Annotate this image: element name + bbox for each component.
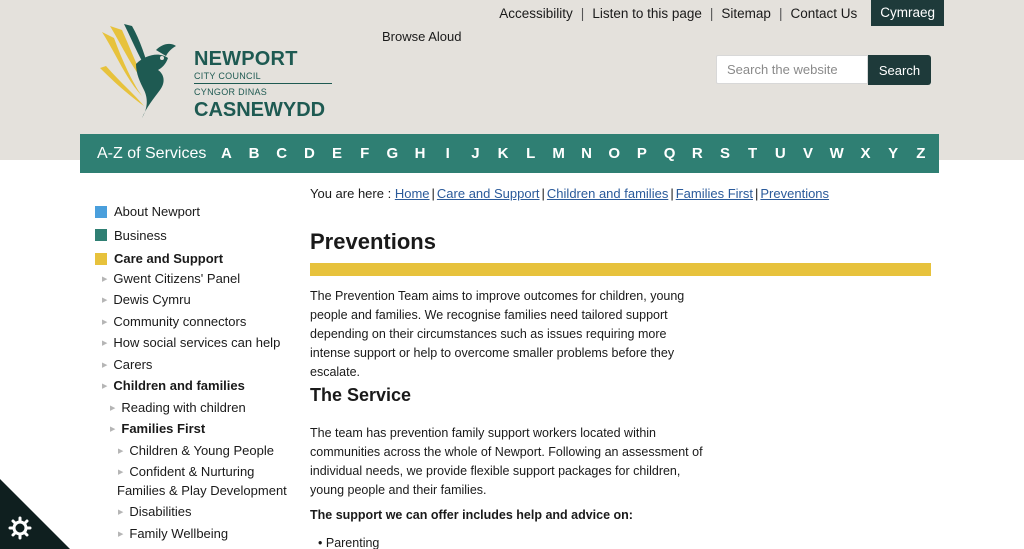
sidebar-item-label: Confident & Nurturing: [129, 464, 255, 479]
triangle-right-icon: ▶: [102, 276, 108, 283]
az-letter-d[interactable]: D: [303, 145, 315, 162]
dragon-logo-icon: [96, 24, 192, 124]
breadcrumb-separator: |: [541, 186, 545, 201]
az-letter-v[interactable]: V: [802, 145, 813, 162]
az-letter-z[interactable]: Z: [916, 145, 926, 162]
separator: |: [709, 5, 714, 21]
az-letter-u[interactable]: U: [774, 145, 786, 162]
triangle-right-icon: ▶: [110, 405, 116, 412]
utility-links: [491, 0, 944, 26]
az-letter-o[interactable]: O: [608, 145, 621, 162]
az-letter-e[interactable]: E: [332, 145, 343, 162]
triangle-right-icon: ▶: [102, 297, 108, 304]
sidebar-item-label: Community connectors: [113, 314, 247, 329]
az-letter-m[interactable]: M: [552, 145, 565, 162]
sidebar-item-families-first[interactable]: [110, 421, 205, 436]
intro-paragraph: The Prevention Team aims to improve outcomes for children, young people and families. We recognise families need tailored support depending on their circumstances such as issues requiring more intense support or help to overcome smaller problems before they escalate.: [310, 289, 685, 379]
az-letter-i[interactable]: I: [445, 145, 450, 162]
square-icon: [95, 253, 107, 265]
sidebar-item-label: About Newport: [114, 204, 200, 220]
list-item-label: Parenting: [325, 536, 380, 549]
sidebar-item-label: Families & Play Development: [117, 483, 287, 498]
az-letter-w[interactable]: W: [829, 145, 844, 162]
breadcrumb-home-link[interactable]: Home: [394, 186, 430, 201]
title-accent-bar: [310, 263, 931, 276]
breadcrumb-separator: |: [670, 186, 674, 201]
sidebar-item-social-services[interactable]: [102, 335, 280, 350]
triangle-right-icon: ▶: [102, 319, 108, 326]
sidebar-item-disabilities[interactable]: [118, 504, 192, 519]
az-letter-l[interactable]: L: [526, 145, 536, 162]
az-letter-t[interactable]: T: [748, 145, 758, 162]
az-letter-b[interactable]: B: [248, 145, 260, 162]
sidebar-item-label: Dewis Cymru: [113, 292, 191, 307]
triangle-right-icon: ▶: [118, 469, 124, 476]
cookie-settings-button[interactable]: [0, 479, 70, 549]
sidebar-nav: [95, 200, 295, 541]
logo-line-city-council: CITY COUNCIL: [194, 71, 261, 81]
sidebar-item-care-and-support[interactable]: [95, 247, 295, 271]
az-letter-r[interactable]: R: [691, 145, 703, 162]
sidebar-item-community-connectors[interactable]: [102, 314, 246, 329]
service-paragraph: The team has prevention family support workers located within communities across the whole of Newport. Following an assessment of individual needs, we provide flexible support packages for children, young people and their families.: [310, 426, 703, 497]
sidebar-item-children-families[interactable]: [102, 378, 245, 393]
breadcrumb-separator: |: [755, 186, 759, 201]
az-letter-k[interactable]: K: [497, 145, 509, 162]
council-logo[interactable]: [96, 24, 341, 124]
sidebar-item-reading[interactable]: [110, 400, 246, 415]
breadcrumb-families-first-link[interactable]: Families First: [675, 186, 753, 201]
language-toggle-button[interactable]: Cymraeg: [871, 0, 944, 26]
service-heading: The Service: [310, 385, 412, 405]
breadcrumb-care-link[interactable]: Care and Support: [436, 186, 540, 201]
triangle-right-icon: ▶: [102, 340, 108, 347]
breadcrumb-preventions-link[interactable]: Preventions: [760, 186, 830, 201]
accessibility-link[interactable]: Accessibility: [499, 5, 573, 21]
az-letter-p[interactable]: P: [636, 145, 647, 162]
az-letter-s[interactable]: S: [719, 145, 730, 162]
sidebar-item-label: Family Wellbeing: [129, 526, 229, 541]
az-letter-c[interactable]: C: [276, 145, 288, 162]
triangle-right-icon: ▶: [118, 531, 124, 538]
az-services-bar: [80, 134, 939, 173]
az-letter-g[interactable]: G: [386, 145, 399, 162]
sidebar-item-label: Carers: [113, 357, 153, 372]
az-letter-n[interactable]: N: [581, 145, 593, 162]
az-letter-y[interactable]: Y: [888, 145, 899, 162]
sidebar-item-label: Children and families: [113, 378, 245, 393]
triangle-right-icon: ▶: [118, 448, 124, 455]
sidebar-item-business[interactable]: [95, 224, 295, 248]
browse-aloud-link[interactable]: Browse Aloud: [382, 29, 462, 44]
sidebar-item-label: How social services can help: [113, 335, 281, 350]
breadcrumb-children-link[interactable]: Children and families: [546, 186, 669, 201]
az-title[interactable]: A-Z of Services: [97, 144, 207, 162]
triangle-right-icon: ▶: [102, 383, 108, 390]
listen-link[interactable]: Listen to this page: [592, 5, 702, 21]
sidebar-item-citizens-panel[interactable]: [102, 271, 240, 286]
az-letter-list: [208, 145, 939, 162]
breadcrumb-separator: |: [431, 186, 435, 201]
triangle-right-icon: ▶: [118, 509, 124, 516]
logo-line-newport: NEWPORT: [194, 48, 298, 70]
support-heading: The support we can offer includes help and advice on:: [310, 508, 633, 522]
az-letter-x[interactable]: X: [860, 145, 871, 162]
sidebar-item-label: Children & Young People: [129, 443, 274, 458]
square-icon: [95, 206, 107, 218]
az-letter-a[interactable]: A: [220, 145, 232, 162]
sidebar-item-label: Reading with children: [121, 400, 246, 415]
list-item: [318, 536, 379, 549]
page-title: Preventions: [310, 229, 436, 254]
az-letter-q[interactable]: Q: [663, 145, 676, 162]
bullet-icon: •: [318, 536, 326, 549]
logo-line-cyngor-dinas: CYNGOR DINAS: [194, 87, 268, 97]
search-button[interactable]: Search: [868, 55, 931, 85]
sidebar-item-confident-nurturing[interactable]: [118, 464, 254, 479]
sitemap-link[interactable]: Sitemap: [721, 5, 771, 21]
square-icon: [95, 229, 107, 241]
sidebar-item-carers[interactable]: [102, 357, 152, 372]
triangle-right-icon: ▶: [102, 362, 108, 369]
az-letter-f[interactable]: F: [360, 145, 370, 162]
sidebar-item-family-wellbeing[interactable]: [118, 526, 228, 541]
sidebar-item-label: Families First: [121, 421, 206, 436]
az-letter-j[interactable]: J: [471, 145, 480, 162]
sidebar-item-label: Gwent Citizens' Panel: [113, 271, 241, 286]
logo-divider: [194, 83, 332, 84]
separator: |: [580, 5, 585, 21]
breadcrumb: [310, 186, 829, 201]
triangle-right-icon: ▶: [110, 426, 116, 433]
sidebar-item-label: Business: [114, 227, 167, 243]
sidebar-item-label: Care and Support: [114, 251, 224, 267]
sidebar-item-confident-nurturing-cont[interactable]: [117, 483, 287, 498]
logo-line-casnewydd: CASNEWYDD: [194, 99, 326, 121]
sidebar-item-label: Disabilities: [129, 504, 192, 519]
contact-link[interactable]: Contact Us: [790, 5, 858, 21]
sidebar-item-dewis-cymru[interactable]: [102, 292, 191, 307]
sidebar-item-children-young-people[interactable]: [118, 443, 274, 458]
search-input[interactable]: [716, 55, 868, 84]
sidebar-item-about-newport[interactable]: [95, 200, 295, 224]
separator: |: [778, 5, 783, 21]
az-letter-h[interactable]: H: [414, 145, 426, 162]
breadcrumb-prefix: You are here :: [310, 186, 392, 201]
